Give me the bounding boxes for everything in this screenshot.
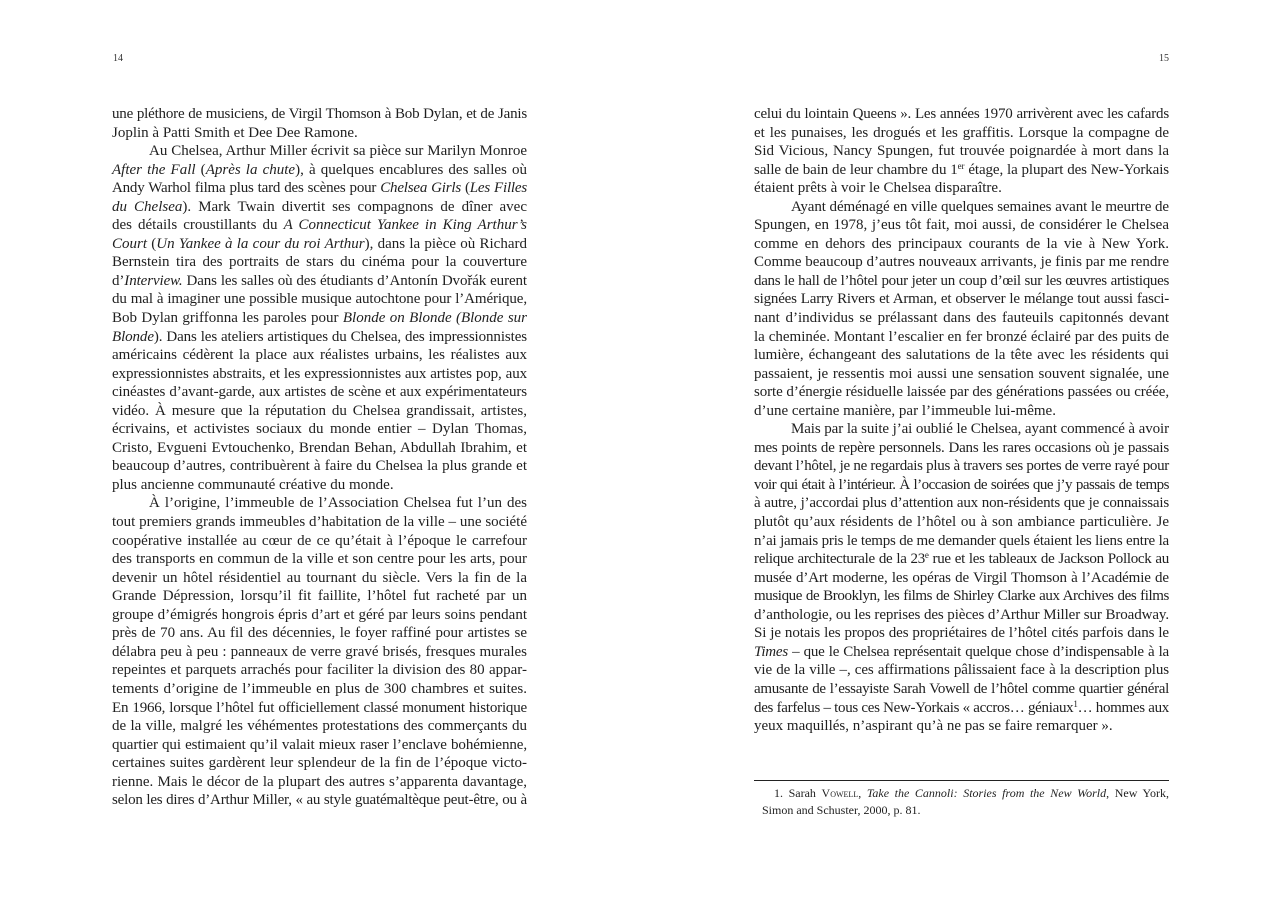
text-line: [754, 235, 1169, 254]
text-line: [112, 142, 527, 161]
text-line: [112, 216, 527, 235]
text-segment: beaucoup d’autres, contribuèrent à faire du Chelsea la plus grande et: [112, 458, 527, 475]
text-segment: Andy Warhol filma plus tard des scènes pour: [112, 180, 381, 197]
text-segment: dans le hall de l’hôtel pour jeter un coup d’œil sur les œuvres artistiques: [754, 272, 1169, 289]
italic-text: After the Fall: [112, 161, 196, 178]
footnote: [754, 785, 1169, 819]
footnote-place: , New York,: [1106, 786, 1169, 800]
superscript: 1: [1073, 698, 1078, 709]
text-line: [112, 179, 527, 198]
text-segment: ). Dans les ateliers artistiques du Chelsea, des impressionnistes: [153, 328, 527, 345]
footnote-rule: [754, 780, 1169, 781]
text-line: [112, 346, 527, 365]
text-line: [754, 346, 1169, 365]
text-segment: Grande Dépression, lorsqu’il fit faillite, l’hôtel fut racheté par un: [112, 588, 527, 605]
text-segment: comme en dehors des principaux courants de la vie à New York.: [754, 235, 1169, 252]
text-line: [112, 587, 527, 606]
text-segment: groupe d’émigrés hongrois épris d’art et géré par leurs soins pendant: [112, 606, 527, 623]
text-line: [754, 532, 1169, 551]
italic-text: Court: [112, 235, 148, 252]
text-segment: salle de bain de leur chambre du 1: [754, 161, 958, 178]
text-segment: (: [460, 180, 470, 197]
text-segment: À l’origine, l’immeuble de l’Association Chelsea fut l’un des: [149, 495, 527, 512]
text-segment: Comme beaucoup d’autres nouveaux arrivants, je finis par me rendre: [754, 254, 1169, 271]
text-segment: Bob Dylan griffonna les paroles pour: [112, 310, 343, 327]
text-segment: de la ville, malgré les véhémentes protestations des commerçants du: [112, 718, 527, 735]
text-segment: délabra peu à peu : panneaux de verre gravé brisés, fresques murales: [112, 643, 527, 660]
text-line: [112, 661, 527, 680]
text-segment: tements d’origine de l’immeuble en plus de 300 chambres et suites.: [112, 680, 527, 697]
text-segment: nant d’individus se prélassant dans des fauteuils capitonnés devant: [754, 310, 1169, 327]
text-line: [112, 680, 527, 699]
text-line: [112, 457, 527, 476]
italic-text: Un Yankee à la cour du roi Arthur: [156, 235, 365, 252]
text-segment: des farfelus – tous ces New-Yorkais « accros… géniaux: [754, 699, 1074, 716]
text-line: [754, 476, 1169, 495]
text-line: [754, 680, 1169, 699]
text-segment: Dans les salles où des étudiants d’Antonín Dvořák eurent: [182, 272, 527, 289]
text-segment: des détails croustillants du: [112, 217, 284, 234]
text-line: [112, 309, 527, 328]
text-line: [754, 699, 1169, 718]
text-line: [754, 328, 1169, 347]
text-line: [112, 420, 527, 439]
text-segment: cinéastes d’avant-garde, aux artistes de scène et aux expérimentateurs: [112, 384, 527, 401]
text-line: [112, 161, 527, 180]
footnote-line: [754, 785, 1169, 802]
text-segment: et les punaises, les drogués et les graffitis. Lorsque la compagne de: [754, 124, 1169, 141]
text-segment: tout premiers grands immeubles d’habitation de la ville – une société: [112, 514, 527, 531]
text-segment: … hommes aux: [1077, 699, 1170, 716]
text-segment: vidéo. À mesure que la réputation du Chelsea grandissait, artistes,: [112, 402, 527, 419]
text-line: [754, 253, 1169, 272]
italic-text: du Chelsea: [112, 198, 183, 215]
text-line: [112, 105, 527, 124]
text-line: [754, 587, 1169, 606]
text-segment: rue et les tableaux de Jackson Pollock au: [928, 551, 1169, 568]
text-segment: d’anthologie, ou les reprises des pièces d’Arthur Miller sur Broadway.: [754, 606, 1169, 623]
italic-text: Interview.: [124, 272, 183, 289]
text-line: [754, 457, 1169, 476]
footnote-separator: ,: [858, 786, 867, 800]
text-line: [112, 773, 527, 792]
text-line: [754, 365, 1169, 384]
text-segment: celui du lointain Queens ». Les années 1970 arrivèrent avec les cafards: [754, 106, 1169, 122]
text-segment: repeintes et parquets arrachés pour faciliter la division des 80 appar-: [112, 662, 527, 679]
text-line: [112, 476, 527, 495]
text-segment: certaines suites gardèrent leur splendeur de la fin de l’époque victo-: [112, 755, 527, 772]
text-line: [112, 736, 527, 755]
text-line: [112, 328, 527, 347]
text-segment: sorte d’énergie résiduelle laissée par des générations passées ou créée,: [754, 384, 1169, 401]
text-line: [754, 290, 1169, 309]
text-segment: lumière, échangeant des salutations de la tête avec les résidents qui: [754, 347, 1169, 364]
text-line: [112, 290, 527, 309]
text-segment: Ayant déménagé en ville quelques semaines avant le meurtre de: [791, 198, 1169, 215]
left-page-body: [112, 105, 527, 810]
text-line: [754, 124, 1169, 143]
folio-left: 14: [113, 53, 123, 64]
text-segment: américains cédèrent la place aux réalistes urbains, les réalistes aux: [112, 347, 527, 364]
text-line: [754, 624, 1169, 643]
text-line: [754, 383, 1169, 402]
text-segment: signées Larry Rivers et Arman, et observer le mélange tout aussi fasci-: [754, 291, 1169, 308]
text-segment: du mal à imaginer une possible musique autochtone pour l’Amérique,: [112, 291, 527, 308]
text-line: [754, 550, 1169, 569]
text-segment: – que le Chelsea représentait quelque chose d’indispensable à la: [788, 643, 1169, 660]
text-segment: musée d’Art moderne, les opéras de Virgil Thomson à l’Académie de: [754, 569, 1169, 586]
footnote-title: Take the Cannoli: Stories from the New World: [866, 786, 1107, 800]
text-segment: quartier qui estimaient qu’il valait mieux raser l’enclave bohémienne,: [112, 736, 527, 753]
text-segment: Si je notais les propos des propriétaires de l’hôtel cités parfois dans le: [754, 625, 1169, 642]
text-segment: d’: [112, 272, 125, 289]
text-line: [112, 383, 527, 402]
folio-right: 15: [1159, 53, 1169, 64]
italic-text: Chelsea Girls: [380, 180, 461, 197]
text-line: [112, 124, 527, 143]
text-segment: mes points de repère personnels. Dans les rares occasions où je passais: [754, 439, 1169, 456]
text-segment: n’ai jamais pris le temps de me demander quels étaient les liens entre la: [754, 532, 1169, 549]
text-segment: devenir un hôtel résidentiel au tournant du siècle. Vers la fin de la: [112, 569, 527, 586]
text-segment: Joplin à Patti Smith et Dee Dee Ramone.: [112, 124, 358, 141]
text-segment: Cristo, Evgueni Evtouchenko, Brendan Behan, Abdullah Ibrahim, et: [112, 439, 527, 456]
text-line: [754, 717, 1169, 736]
text-line: [112, 624, 527, 643]
text-segment: passaient, je ressentis moi aussi une sensation souvent signalée, une: [754, 365, 1169, 382]
text-line: [754, 216, 1169, 235]
text-segment: ), dans la pièce où Richard: [364, 235, 527, 252]
text-segment: relique architecturale de la 23: [754, 551, 925, 568]
text-segment: écrivains, et activistes sociaux du monde entier – Dylan Thomas,: [112, 421, 527, 438]
text-line: [754, 272, 1169, 291]
text-line: [754, 661, 1169, 680]
italic-text: Après la chute: [205, 161, 296, 178]
text-segment: Au Chelsea, Arthur Miller écrivit sa pièce sur Marilyn Monroe: [149, 143, 527, 160]
text-line: [754, 420, 1169, 439]
italic-text: Les Filles: [469, 180, 527, 197]
text-line: [754, 569, 1169, 588]
text-segment: ). Mark Twain divertit ses compagnons de dîner avec: [182, 198, 527, 215]
text-segment: voir qui était à l’intérieur. À l’occasion de soirées que j’y passais de temps: [754, 476, 1169, 493]
text-segment: selon les dires d’Arthur Miller, « au style guatémaltèque peut-être, ou à: [112, 792, 527, 809]
text-segment: (: [195, 161, 206, 178]
text-segment: (: [147, 235, 157, 252]
text-line: [754, 494, 1169, 513]
text-segment: à autre, j’accordai plus d’attention aux non-résidents que je connaissais: [754, 495, 1169, 512]
text-segment: vie de la ville –, ces affirmations pâlissaient face à la description plus: [754, 662, 1169, 679]
text-segment: étaient prêts à voir le Chelsea disparaître.: [754, 180, 1002, 197]
text-segment: étage, la plupart des New-Yorkais: [964, 161, 1170, 178]
text-segment: musique de Brooklyn, les films de Shirley Clarke aux Archives des films: [754, 588, 1169, 605]
text-line: [112, 754, 527, 773]
text-line: [112, 643, 527, 662]
text-line: [112, 717, 527, 736]
text-line: [112, 198, 527, 217]
text-line: [112, 513, 527, 532]
text-line: [112, 791, 527, 810]
text-line: [112, 699, 527, 718]
text-segment: expressionnistes abstraits, et les expressionnistes aux artistes pop, aux: [112, 365, 527, 382]
text-segment: d’une certaine manière, par l’immeuble lui-même.: [754, 402, 1056, 419]
text-segment: ), à quelques encablures des salles où: [295, 161, 527, 178]
text-segment: Mais par la suite j’ai oublié le Chelsea, ayant commencé à avoir: [791, 421, 1169, 438]
text-segment: plutôt qu’aux résidents de l’hôtel ou à son ambiance particulière. Je: [754, 514, 1169, 531]
text-line: [112, 550, 527, 569]
text-segment: rienne. Mais le décor de la plupart des autres s’apparenta davantage,: [112, 773, 527, 790]
text-line: [112, 365, 527, 384]
text-line: [112, 272, 527, 291]
text-line: [754, 513, 1169, 532]
text-line: [754, 161, 1169, 180]
text-line: [754, 439, 1169, 458]
text-line: [112, 253, 527, 272]
text-segment: En 1966, lorsque l’hôtel fut officiellement classé monument historique: [112, 699, 527, 716]
text-segment: yeux maquillés, n’aspirant qu’à ne pas se faire remarquer ».: [754, 718, 1113, 735]
superscript: e: [924, 550, 929, 561]
text-segment: près de 70 ans. Au fil des décennies, le foyer raffiné pour artistes se: [112, 625, 527, 642]
italic-text: Times: [754, 643, 789, 660]
text-line: [754, 606, 1169, 625]
text-segment: Bernstein tira des portraits de stars du cinéma pour la couverture: [112, 254, 527, 271]
footnote-author: Vowell: [821, 786, 859, 800]
text-segment: amusante de l’essayiste Sarah Vowell de l’hôtel comme quartier général: [754, 680, 1169, 697]
footnote-number: 1. Sarah: [774, 786, 822, 800]
text-segment: des transports en commun de la ville et son centre pour les arts, pour: [112, 551, 527, 568]
text-line: [112, 569, 527, 588]
italic-text: A Connecticut Yankee in King Arthur’s: [283, 217, 527, 234]
text-segment: Sid Vicious, Nancy Spungen, fut trouvée poignardée à mort dans la: [754, 143, 1169, 160]
text-line: [754, 105, 1169, 124]
text-segment: devant l’hôtel, je ne regardais plus à travers ses portes de verre rayé pour: [754, 458, 1169, 475]
text-line: [112, 235, 527, 254]
footnote-line: Simon and Schuster, 2000, p. 81.: [762, 803, 921, 817]
italic-text: Blonde on Blonde (Blonde sur: [342, 310, 527, 327]
superscript: er: [957, 160, 965, 171]
text-line: [112, 532, 527, 551]
text-line: [112, 402, 527, 421]
text-segment: plus ancienne communauté créative du monde.: [112, 476, 394, 493]
text-line: [754, 402, 1169, 421]
text-line: [754, 142, 1169, 161]
text-line: [754, 179, 1169, 198]
italic-text: Blonde: [112, 328, 154, 345]
text-line: [112, 439, 527, 458]
text-segment: la cheminée. Montant l’escalier en fer bronzé éclairé par des puits de: [754, 328, 1169, 345]
text-segment: coopérative installée au cœur de ce qu’était à l’époque le carrefour: [112, 532, 527, 549]
text-line: [754, 309, 1169, 328]
text-line: [112, 606, 527, 625]
right-page-body: [754, 105, 1169, 736]
text-segment: une pléthore de musiciens, de Virgil Thomson à Bob Dylan, et de Janis: [112, 106, 527, 122]
text-line: [112, 494, 527, 513]
text-line: [754, 643, 1169, 662]
text-line: [754, 198, 1169, 217]
text-segment: Spungen, en 1978, j’eus tôt fait, moi aussi, de considérer le Chelsea: [754, 217, 1169, 234]
